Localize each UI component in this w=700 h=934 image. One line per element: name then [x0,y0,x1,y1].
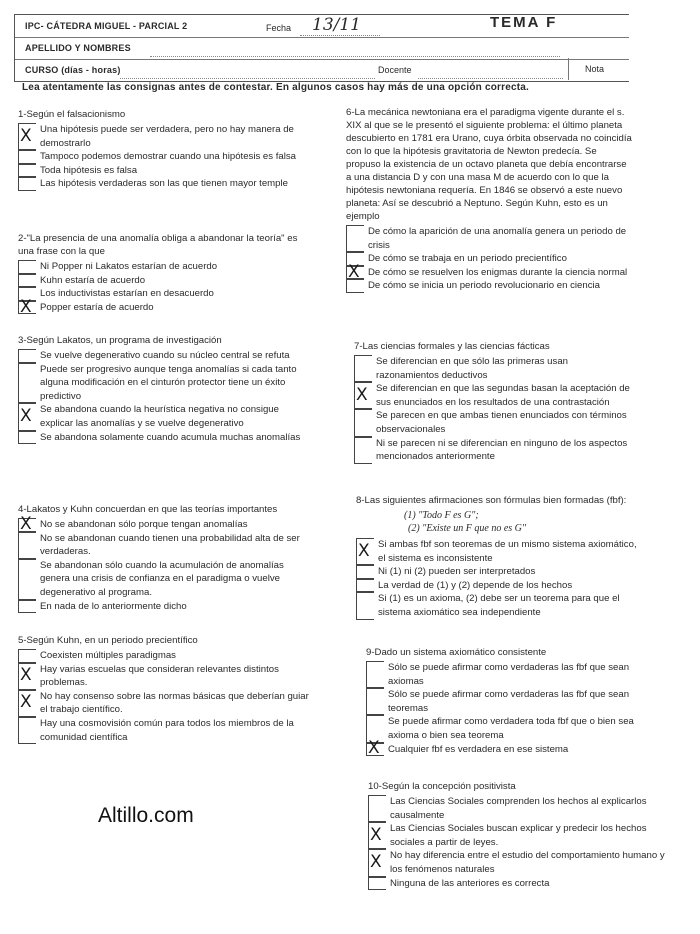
fecha-dots [300,34,380,36]
option-text: De cómo se resuelven los enigmas durante la ciencia normal [368,266,628,278]
answer-mark: X [20,665,32,686]
option [346,261,632,282]
question-2 [18,232,310,317]
option-text: No se abandonan sólo porque tengan anomalías [40,519,248,530]
option [366,738,642,759]
option [354,355,632,382]
apellido-label: APELLIDO Y NOMBRES [25,43,131,53]
option [346,225,632,252]
option-text: Ni (1) ni (2) pueden ser interpretados [378,566,536,578]
answer-mark: X [20,406,32,427]
question-9 [366,646,642,759]
option [368,795,666,822]
option [368,849,666,876]
option-text: Ni Popper ni Lakatos estarían de acuerdo [40,261,218,272]
option [368,877,666,891]
answer-mark: X [358,540,370,561]
question-title: 6-La mecánica newtoniana era el paradigma vigente durante el s. XIX al que se le presentó el siguiente problema: el último planeta descubierto en 1781 era Urano, cuya órbita observada no coincidía con lo que la hipótesis gravitatoria de Newton predecía. Se propuso la existencia de un octavo planeta que debía encontrarse a una distancia D y con una masa M de acuerdo con lo que la hipótesis newtoniana requería. En 1846 se observó a este nuevo planeta: Así se descubrió a Neptuno. Según Kuhn, esto es un ejemplo [346,107,632,222]
option [356,592,642,619]
option-text: Se abandona solamente cuando acumula muchas anomalías [40,431,301,443]
instructions: Lea atentamente las consignas antes de contestar. En algunos casos hay más de una opción correcta. [22,82,529,93]
docente-label: Docente [378,65,412,75]
option-text: De cómo se trabaja en un periodo precientífico [368,253,567,265]
question-3 [18,334,310,444]
question-8 [356,494,642,620]
question-4 [18,503,310,613]
option-text: Se vuelve degenerativo cuando su núcleo central se refuta [40,350,290,361]
option-text: Toda hipótesis es falsa [40,164,138,176]
question-title: 8-Las siguientes afirmaciones son fórmulas bien formadas (fbf): [356,495,627,506]
option [18,600,310,614]
option [366,688,642,715]
option [18,559,310,600]
option-text: Hay varias escuelas que consideran relevantes distintos problemas. [40,663,279,689]
option [18,514,310,534]
option-text: En nada de lo anteriormente dicho [40,600,187,612]
option [354,382,632,409]
option-text: Si (1) es un axioma, (2) debe ser un teorema para que el sistema axiomático sea independiente [378,593,620,618]
answer-mark: X [20,692,32,713]
option [18,690,310,717]
option-text: Se diferencian en que sólo las primeras usan razonamientos deductivos [376,356,568,381]
question-10 [368,780,666,890]
option-text: Si ambas fbf son teoremas de un mismo sistema axiomático, el sistema es inconsistente [378,539,637,564]
catedra-label: IPC- CÁTEDRA MIGUEL - PARCIAL 2 [25,21,188,31]
option-text: Ni se parecen ni se diferencian en ninguno de los aspectos mencionados anteriormente [376,437,628,463]
answer-mark: X [20,125,32,146]
answer-mark: X [368,738,380,759]
option-text: No hay diferencia entre el estudio del comportamiento humano y los fenómenos naturales [390,850,665,875]
option [368,822,666,849]
option-text: Se diferencian en que las segundas basan la aceptación de sus enunciados en los resultados de una contrastación [376,383,630,408]
formula-2: (2) "Existe un F que no es G" [408,523,527,534]
option [18,349,310,363]
option-text: Las hipótesis verdaderas son las que tienen mayor temple [40,178,288,190]
option [18,177,310,191]
answer-mark: X [370,852,382,873]
question-6 [346,106,632,293]
option-text: Se abandonan sólo cuando la acumulación de anomalías genera una crisis de confianza en el paradigma o vuelve degenerativo al programa. [40,559,284,598]
question-title: 2-"La presencia de una anomalía obliga a abandonar la teoría" es una frase con la que [18,233,298,257]
option [18,403,310,430]
option [18,363,310,404]
answer-mark: X [348,261,360,282]
option [18,532,310,559]
option [366,661,642,688]
answer-mark: X [20,296,32,317]
option-text: Hay una cosmovisión común para todos los miembros de la comunidad científica [40,717,294,743]
option [18,287,310,301]
tema-label: TEMA F [490,14,558,31]
question-1 [18,108,310,191]
option-text: Popper estaría de acuerdo [40,301,154,313]
option [354,409,632,436]
option-text: No hay consenso sobre las normas básicas que deberían guiar el trabajo científico. [40,690,309,716]
option [356,579,642,593]
option [18,717,310,744]
option [18,260,310,274]
option-text: Sólo se puede afirmar como verdaderas las fbf que sean teoremas [388,689,630,714]
question-title: 7-Las ciencias formales y las ciencias fácticas [354,341,550,352]
curso-dots [120,77,375,79]
option-text: Las Ciencias Sociales buscan explicar y predecir los hechos sociales a partir de leyes. [390,823,647,848]
option [18,123,310,150]
altillo-watermark: Altillo.com [98,804,194,827]
option-text: Sólo se puede afirmar como verdaderas las fbf que sean axiomas [388,662,630,687]
option-text: Tampoco podemos demostrar cuando una hipótesis es falsa [40,151,296,163]
option-text: Se abandona cuando la heurística negativa no consigue explicar las anomalías y se vuelve degenerativo [40,404,279,429]
option [346,279,632,293]
question-title: 1-Según el falsacionismo [18,109,126,120]
option [356,565,642,579]
question-5 [18,634,310,744]
option [18,431,310,445]
option-text: Puede ser progresivo aunque tenga anomalías si cada tanto alguna modificación en el cinturón protector tiene un éxito predictivo [40,363,297,402]
option-text: Los inductivistas estarían en desacuerdo [40,288,214,300]
option-text: Cualquier fbf es verdadera en ese sistema [388,743,569,755]
option [346,252,632,266]
answer-mark: X [20,514,32,534]
option-text: Ninguna de las anteriores es correcta [390,877,550,889]
fecha-label: Fecha [266,23,292,33]
option-text: De cómo la aparición de una anomalía genera un periodo de crisis [368,226,627,251]
option [18,663,310,690]
answer-mark: X [356,384,368,405]
docente-dots [418,77,563,79]
question-title: 4-Lakatos y Kuhn concuerdan en que las teorías importantes [18,504,278,515]
question-title: 9-Dado un sistema axiomático consistente [366,647,547,658]
curso-label: CURSO (días - horas) [25,65,121,75]
apellido-dots [150,55,560,57]
question-title: 10-Según la concepción positivista [368,781,516,792]
option [354,437,632,464]
question-7 [354,340,632,464]
option-text: Se parecen en que ambas tienen enunciados con términos observacionales [376,410,627,435]
nota-box [568,58,625,80]
option [18,296,310,317]
option [18,649,310,663]
option-text: Las Ciencias Sociales comprenden los hechos al explicarlos causalmente [390,796,647,821]
option-text: La verdad de (1) y (2) depende de los hechos [378,579,573,591]
question-title: 5-Según Kuhn, en un periodo precientífico [18,635,198,646]
option-text: Coexisten múltiples paradigmas [40,650,176,661]
option-text: Se puede afirmar como verdadera toda fbf que o bien sea axioma o bien sea teorema [388,716,634,741]
nota-label: Nota [585,64,605,74]
option-text: De cómo se inicia un periodo revolucionario en ciencia [368,280,600,292]
option [18,150,310,164]
option [18,274,310,288]
option-text: Una hipótesis puede ser verdadera, pero no hay manera de demostrarlo [40,124,294,149]
option [18,164,310,178]
option-text: Kuhn estaría de acuerdo [40,274,146,286]
formula-1: (1) "Todo F es G"; [404,510,479,521]
fecha-value: 13/11 [312,15,361,35]
question-title: 3-Según Lakatos, un programa de investigación [18,335,222,346]
answer-mark: X [370,824,382,845]
option-text: No se abandonan cuando tienen una probabilidad alta de ser verdaderas. [40,532,300,558]
option [356,538,642,565]
option [366,715,642,742]
